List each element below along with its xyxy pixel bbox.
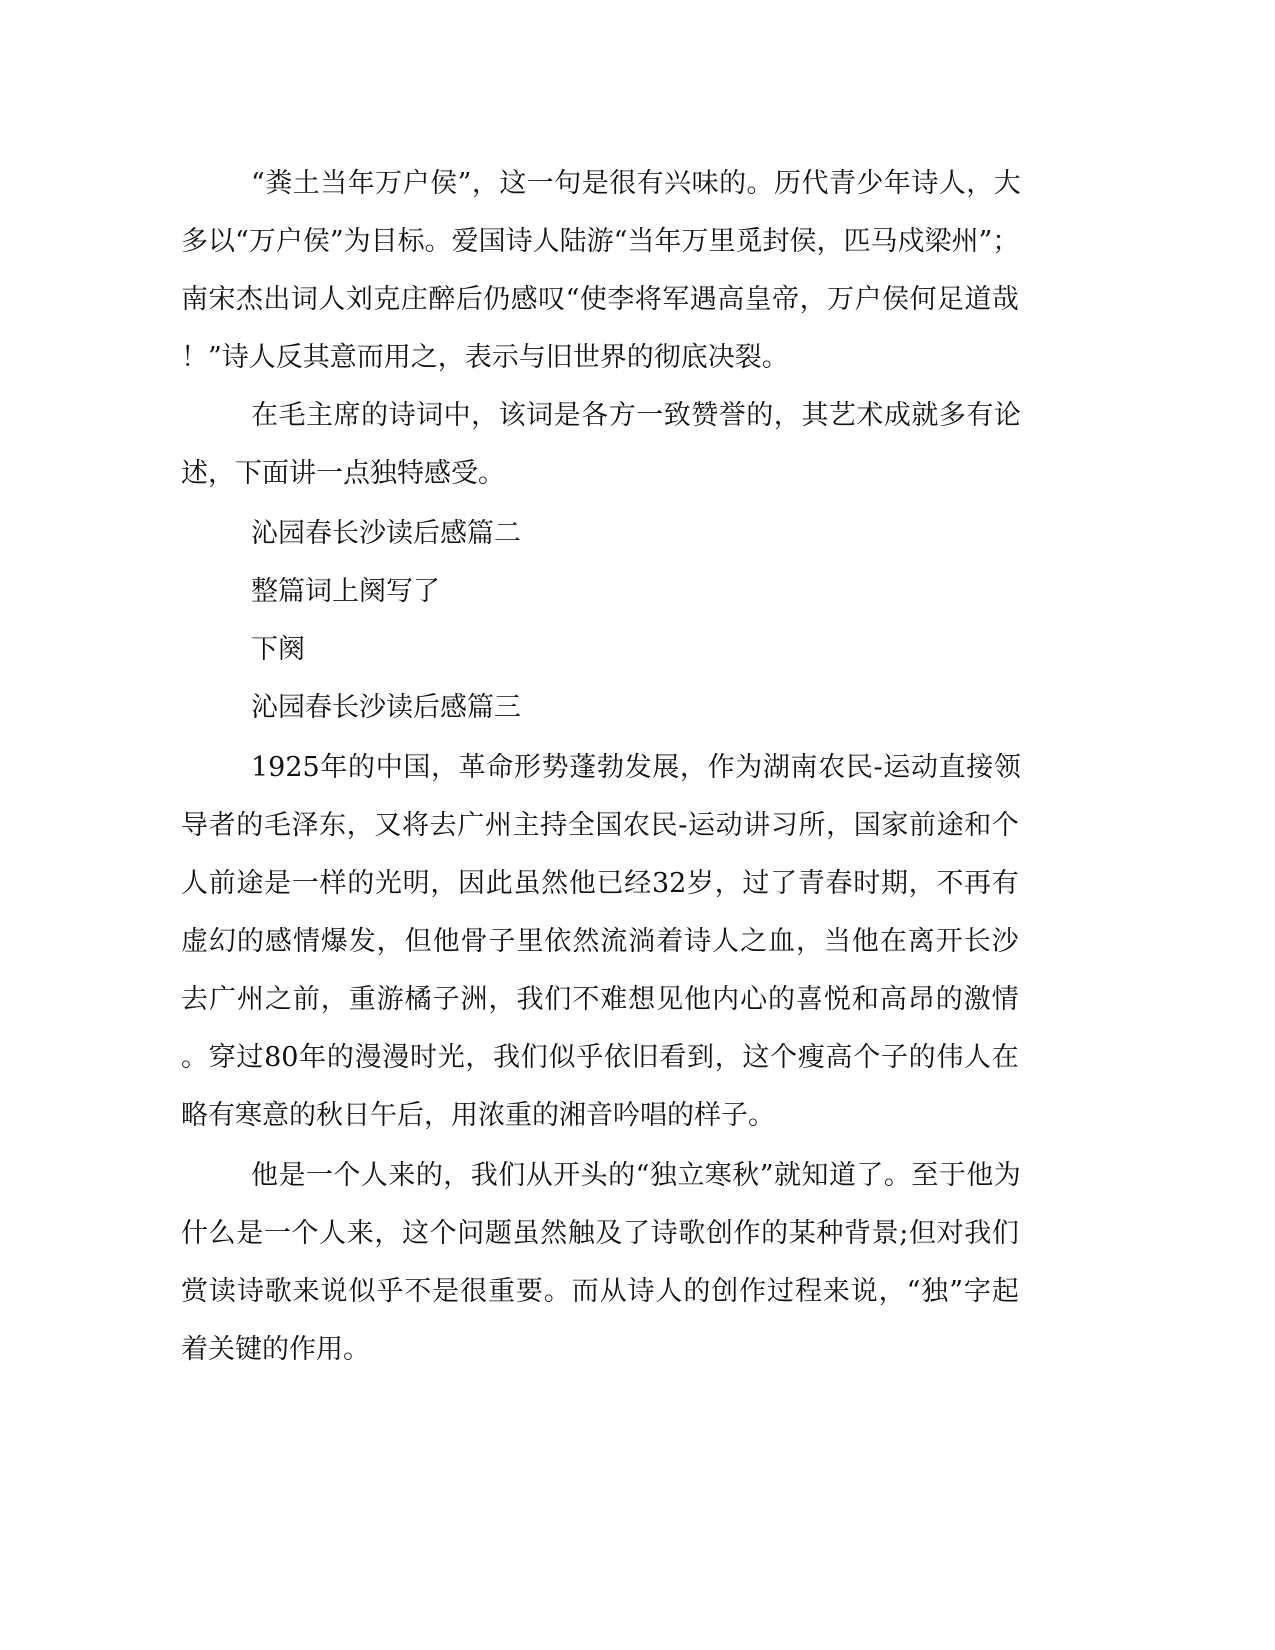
section-heading-3: 沁园春长沙读后感篇三 [251, 692, 521, 723]
text-line-11: 1925 年 的 中 国 ， 革 命 形 势 蓬 勃 发 展 ， 作 为 湖 南 农 民 - 运 动 直 接 领 [251, 752, 1021, 783]
text-line-13: 人 前 途 是 一 样 的 光 明 ， 因 此 虽 然 他 已 经 32 岁 ， 过 了 青 春 时 期 ， 不 再 有 [181, 868, 1019, 899]
text-line-6: 述，下面讲一点独特感受。 [181, 458, 505, 489]
text-line-14: 虚 幻 的 感 情 爆 发 ， 但 他 骨 子 里 依 然 流 淌 着 诗 人 之 血 ， 当 他 在 离 开 长 沙 [181, 926, 1019, 957]
text-line-16: 。 穿 过 80 年 的 漫 漫 时 光 ， 我 们 似 乎 依 旧 看 到 ， 这 个 瘦 高 个 子 的 伟 人 在 [181, 1042, 1019, 1073]
text-line-8: 整篇词上阕写了 [251, 576, 440, 607]
text-line-4: ！”诗人反其意而用之，表示与旧世界的彻底决裂。 [181, 342, 789, 373]
text-line-18: 他 是 一 个 人 来 的 ， 我 们 从 开 头 的 “ 独 立 寒 秋 ” 就 知 道 了 。 至 于 他 为 [251, 1160, 1021, 1191]
text-line-3: 南 宋 杰 出 词 人 刘 克 庄 醉 后 仍 感 叹 “ 使 李 将 军 遇 高 皇 帝 ， 万 户 侯 何 足 道 哉 [181, 284, 1019, 315]
text-line-1: “ 粪 土 当 年 万 户 侯 ” ， 这 一 句 是 很 有 兴 味 的 。 历 代 青 少 年 诗 人 ， 大 [251, 168, 1021, 199]
text-line-9: 下阕 [251, 634, 305, 665]
text-line-12: 导 者 的 毛 泽 东 ， 又 将 去 广 州 主 持 全 国 农 民 - 运 动 讲 习 所 ， 国 家 前 途 和 个 [181, 810, 1019, 841]
text-line-2: 多 以 “ 万 户 侯 ” 为 目 标 。 爱 国 诗 人 陆 游 “ 当 年 万 里 觅 封 侯 ， 匹 马 戍 梁 州 ” ； [181, 226, 1020, 257]
text-line-17: 略有寒意的秋日午后，用浓重的湘音吟唱的样子。 [181, 1100, 775, 1131]
text-line-20: 赏 读 诗 歌 来 说 似 乎 不 是 很 重 要 。 而 从 诗 人 的 创 作 过 程 来 说 ， “ 独 ” 字 起 [181, 1276, 1019, 1307]
text-line-19: 什 么 是 一 个 人 来 ， 这 个 问 题 虽 然 触 及 了 诗 歌 创 作 的 某 种 背 景 ; 但 对 我 们 [181, 1218, 1019, 1249]
section-heading-2: 沁园春长沙读后感篇二 [251, 518, 521, 549]
text-line-21: 着关键的作用。 [181, 1334, 370, 1365]
text-line-15: 去 广 州 之 前 ， 重 游 橘 子 洲 ， 我 们 不 难 想 见 他 内 心 的 喜 悦 和 高 昂 的 激 情 [181, 984, 1019, 1015]
text-line-5: 在 毛 主 席 的 诗 词 中 ， 该 词 是 各 方 一 致 赞 誉 的 ， 其 艺 术 成 就 多 有 论 [251, 400, 1021, 431]
